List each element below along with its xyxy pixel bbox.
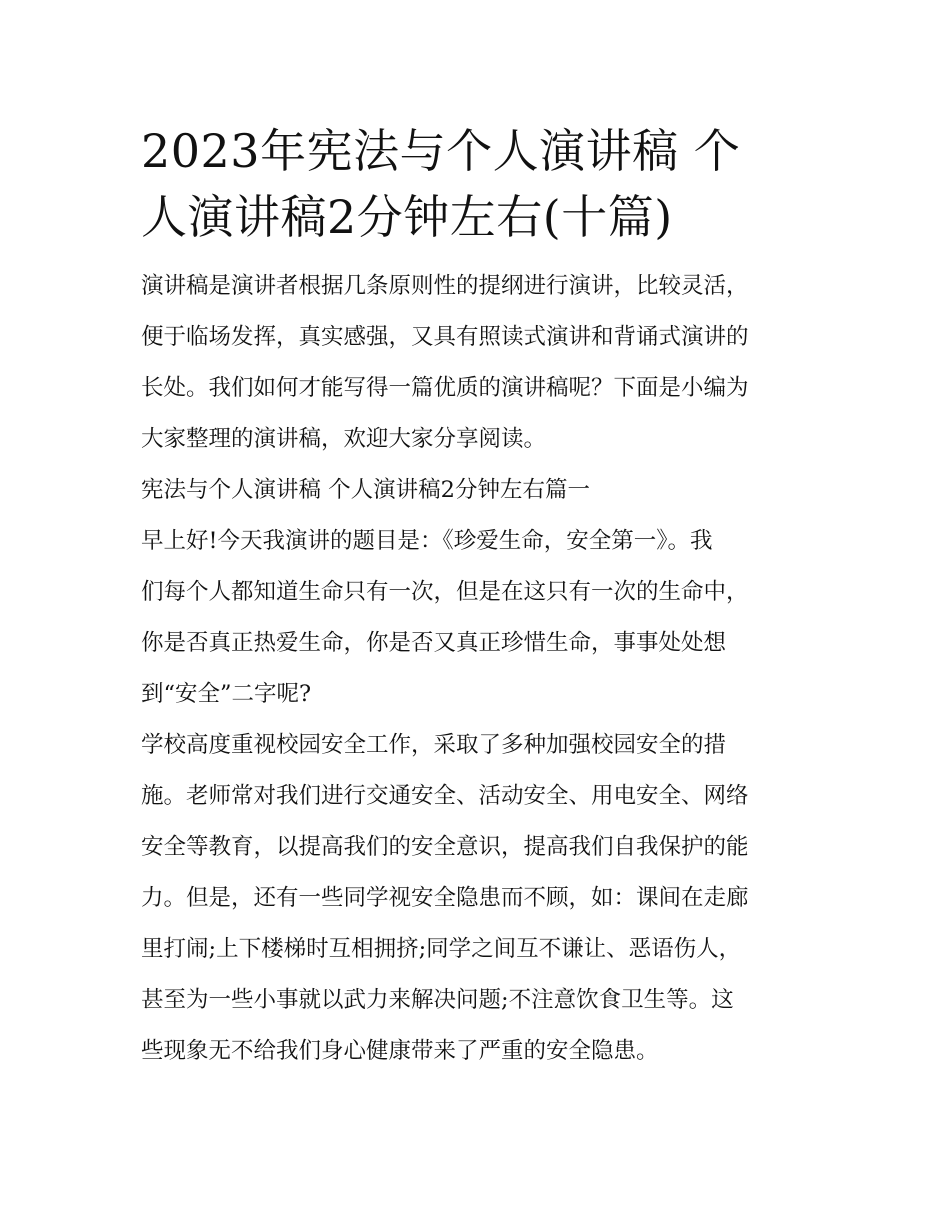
body-paragraph-1 [141, 516, 813, 720]
section-heading-text: 宪法与个人演讲稿 个人演讲稿2分钟左右篇一 [141, 477, 590, 503]
text-line: 里打闹;上下楼梯时互相拥挤;同学之间互不谦让、恶语伤人， [141, 936, 742, 962]
section-heading [141, 465, 813, 516]
body-paragraph-2 [141, 720, 813, 1077]
text-line: 施。老师常对我们进行交通安全、活动安全、用电安全、网络 [141, 783, 749, 809]
text-line: 早上好!今天我演讲的题目是：《珍爱生命，安全第一》。我 [141, 528, 713, 554]
document-content [141, 118, 813, 1077]
text-line: 便于临场发挥，真实感强，又具有照读式演讲和背诵式演讲的 [141, 324, 749, 350]
text-line: 演讲稿是演讲者根据几条原则性的提纲进行演讲，比较灵活， [141, 273, 749, 299]
text-line: 些现象无不给我们身心健康带来了严重的安全隐患。 [141, 1038, 659, 1064]
title-line-1: 2023年宪法与个人演讲稿 个 [141, 124, 741, 178]
text-line: 们每个人都知道生命只有一次，但是在这只有一次的生命中， [141, 579, 749, 605]
text-line: 大家整理的演讲稿，欢迎大家分享阅读。 [141, 426, 547, 452]
text-line: 长处。我们如何才能写得一篇优质的演讲稿呢？下面是小编为 [141, 375, 749, 401]
text-line: 你是否真正热爱生命，你是否又真正珍惜生命，事事处处想 [141, 630, 727, 656]
title-line-2: 人演讲稿2分钟左右(十篇) [141, 190, 673, 244]
text-line: 学校高度重视校园安全工作，采取了多种加强校园安全的措 [141, 732, 727, 758]
text-line: 安全等教育，以提高我们的安全意识，提高我们自我保护的能 [141, 834, 749, 860]
text-line: 力。但是，还有一些同学视安全隐患而不顾，如：课间在走廊 [141, 885, 749, 911]
text-line: 甚至为一些小事就以武力来解决问题;不注意饮食卫生等。这 [141, 987, 734, 1013]
document-title [141, 118, 813, 250]
intro-paragraph [141, 261, 813, 465]
text-line: 到“安全”二字呢? [141, 681, 312, 707]
